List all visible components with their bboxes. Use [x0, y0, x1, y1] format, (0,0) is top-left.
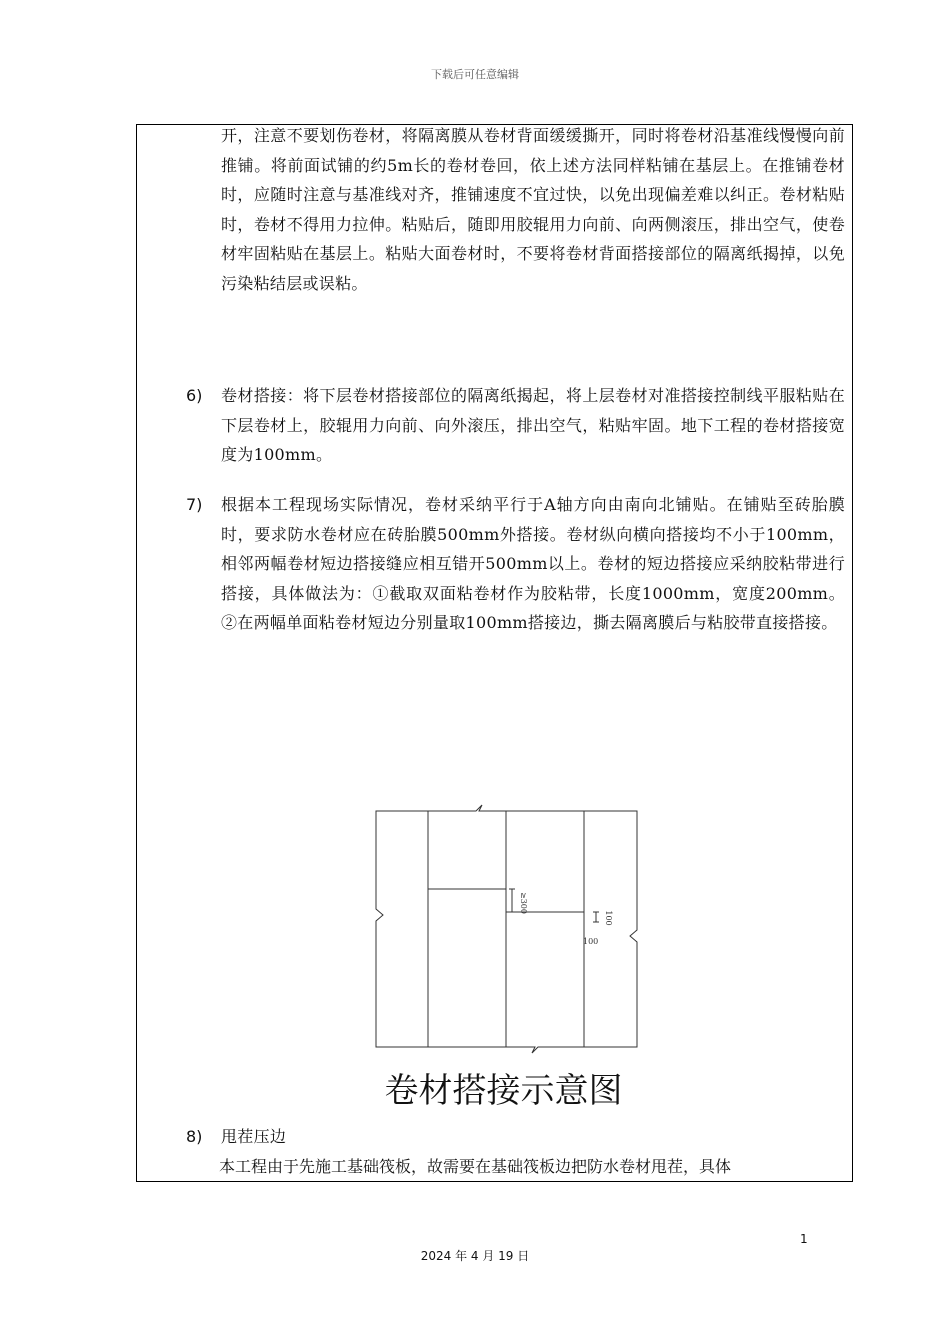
item-8-number: 8) [186, 1127, 203, 1146]
paragraph-continuation: 开，注意不要划伤卷材，将隔离膜从卷材背面缓缓撕开，同时将卷材沿基准线慢慢向前推铺。将前面试铺的约5m长的卷材卷回，依上述方法同样粘铺在基层上。在推铺卷材时，应随时注意与基准线对齐，推铺速度不宜过快，以免出现偏差难以纠正。卷材粘贴时，卷材不得用力拉伸。粘贴后，随即用胶辊用力向前、向两侧滚压，排出空气，使卷材牢固粘贴在基层上。粘贴大面卷材时，不要将卷材背面搭接部位的隔离纸揭掉，以免污染粘结层或误粘。 [221, 126, 845, 293]
item-8-text: 甩茬压边 [221, 1127, 287, 1146]
page-number: 1 [800, 1232, 808, 1246]
dimension-300-label: ≥300 [519, 892, 528, 914]
dimension-100-horizontal-label: 100 [583, 937, 599, 946]
lap-joint-diagram [360, 800, 660, 1060]
item-7-text: 根据本工程现场实际情况，卷材采纳平行于A轴方向由南向北铺贴。在铺贴至砖胎膜时，要求防水卷材应在砖胎膜500mm外搭接。卷材纵向横向搭接均不小于100mm，相邻两幅卷材短边搭接缝应相互错开500mm以上。卷材的短边搭接应采纳胶粘带进行搭接，具体做法为：①截取双面粘卷材作为胶粘带，长度1000mm，宽度200mm。②在两幅单面粘卷材短边分别量取100mm搭接边，撕去隔离膜后与粘胶带直接搭接。 [221, 495, 845, 632]
item-7-number: 7) [186, 495, 203, 514]
dimension-100-vertical-label: 100 [604, 910, 613, 926]
item-6-number: 6) [186, 386, 203, 405]
last-paragraph-line: 本工程由于先施工基础筏板，故需要在基础筏板边把防水卷材甩茬，具体 [219, 1157, 732, 1176]
item-6-text: 卷材搭接：将下层卷材搭接部位的隔离纸揭起，将上层卷材对准搭接控制线平服粘贴在下层卷材上，胶辊用力向前、向外滚压，排出空气，粘贴牢固。地下工程的卷材搭接宽度为100mm。 [221, 386, 845, 464]
page-header: 下载后可任意编辑 [431, 68, 519, 81]
figure-caption: 卷材搭接示意图 [384, 1071, 623, 1111]
footer-date: 2024 年 4 月 19 日 [420, 1249, 530, 1263]
